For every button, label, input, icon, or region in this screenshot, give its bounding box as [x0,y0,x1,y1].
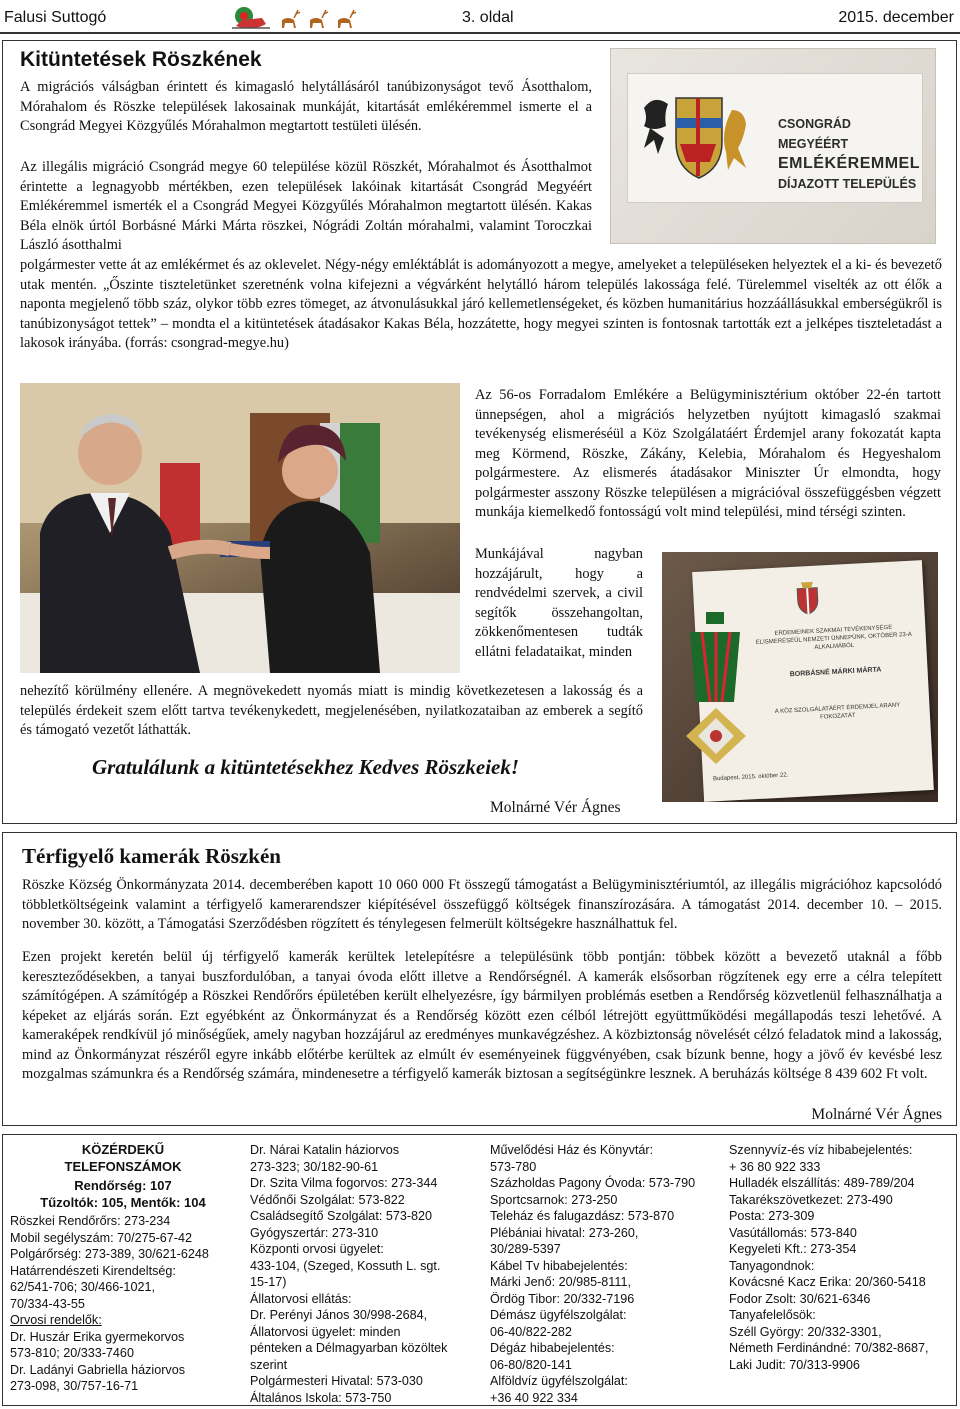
phone-entry: Határrendészeti Kirendeltség: [10,1263,176,1278]
phone-entry: Állatorvosi ügyelet: minden [250,1324,401,1339]
page-number: 3. oldal [462,9,514,26]
greeting: Gratulálunk a kitüntetésekhez Kedves Röszkeiek! [92,755,520,779]
phone-entry: Dr. Huszár Erika gyermekorvos [10,1329,185,1344]
plaque-line-3: DÍJAZOTT TELEPÜLÉS [778,177,917,191]
phone-entry: Dr. Nárai Katalin háziorvos [250,1143,400,1157]
plaque-line-1: CSONGRÁD MEGYÉÉRT [778,117,851,151]
phone-entry: Szennyvíz-és víz hibabejelentés: [729,1143,913,1157]
header-rule [0,32,960,34]
medal-certificate-photo [662,552,938,802]
phone-entry: 433-104, (Szeged, Kossuth L. sgt. [250,1258,441,1273]
phone-entry: Alföldvíz ügyfélszolgálat: [490,1374,628,1388]
issue-date: 2015. december [838,9,954,26]
phone-entry: Tanyafelelősök: [729,1308,816,1322]
phone-entry: Kegyeleti Kft.: 273-354 [729,1242,857,1256]
phone-column-4 [729,1142,955,1373]
phone-entry: Sportcsarnok: 273-250 [490,1192,618,1207]
phone-entry: Dr. Perényi János 30/998-2684, [250,1308,428,1322]
phones-heading-2: TELEFONSZÁMOK [64,1158,182,1174]
phone-entry: Hulladék elszállítás: 489-789/204 [729,1176,915,1190]
phone-entry: Dr. Szita Vilma fogorvos: 273-344 [250,1176,438,1190]
article-paragraph: polgármester vette át az emlékérmet és az oklevelet. Négy-négy emléktáblát is adományozott a megye, amelyeket a településeken helyeztek el a ki- és bevezető utak mentén. „Őszinte tiszteletünket szeretnénk volna kifejezni a végvárként helytálló három település lakossága felé. Türelemmel viselték az ott élők a naponta megjelenő több száz, olykor több ezres tömeget, az átvonulásukkal járó kellemetlenségeket, és közben humanitárius hozzáállásukkal emberségükről is tanúbizonyságot tettek” – mondta el a kitüntetések átadásakor Kakas Béla, hozzátette, hogy megyei szinten is fontosnak tartották ezt a jelképes tiszteletadást a lakosok irányába. (forrás: csongrad-megye.hu) [20,257,942,351]
phone-entry: Németh Ferdinándné: 70/382-8687, [729,1341,929,1355]
phone-entry: Tanyagondnok: [729,1258,815,1273]
phone-entry: 273-098, 30/757-16-71 [10,1379,139,1393]
phone-entry: Márki Jenő: 20/985-8111, [490,1275,631,1289]
phone-entry: Posta: 273-309 [729,1209,815,1223]
phone-entry: Takarékszövetkezet: 273-490 [729,1192,893,1207]
police-number: Rendőrség: 107 [74,1178,172,1193]
phone-entry: 273-323; 30/182-90-61 [250,1159,379,1174]
phone-entry: Kovácsné Kacz Erika: 20/360-5418 [729,1275,926,1289]
phone-column-2 [250,1142,476,1406]
plaque-text [778,114,922,194]
phone-entry: Vasútállomás: 573-840 [729,1225,857,1240]
phone-entry: Polgármesteri Hivatal: 573-030 [250,1374,423,1388]
certificate-award: A KÖZ SZOLGÁLATÁÉRT ÉRDEMJEL ARANY FOKOZATÁT [774,702,901,721]
author-signature: Molnárné Vér Ágnes [490,799,621,816]
award-ceremony-photo [20,383,460,673]
phone-entry: Mobil segélyszám: 70/275-67-42 [10,1230,193,1245]
phone-column-3 [490,1142,716,1406]
phone-entry: 06-80/820-141 [490,1357,572,1372]
phone-entry: Polgárőrség: 273-389, 30/621-6248 [10,1247,209,1261]
phone-entry: Dégáz hibabejelentés: [490,1341,615,1355]
article-paragraph: Munkájával nagyban hozzájárult, hogy a rendvédelmi szervek, a civil segítők összehangoltan, zökkenőmentesen tudták ellátni feladataikat, minden [475,546,643,660]
award-ceremony-illustration [20,383,460,673]
county-coat-of-arms-icon [636,88,762,188]
phone-entry: Ördög Tibor: 20/332-7196 [490,1291,635,1306]
article-paragraph: Ezen projekt keretén belül új térfigyelő kamerák kerültek letelepítésre a településünk több pontján: többek között a bevezető utaknál a főbb kereszteződésekben, a tanyai buszfordulóban, a tanyai óvoda előtt illetve a Rendőrségnél. A kamerák elsősorban rögzítenek egy erre a célra telepített számítógépen. A számítógép a Röszkei Rendőrőrs épületében került elhelyezésre, így bármilyen problémás esetben a Rendőrség közvetlenül felhasználhatja a képeket az eljárás során. Ezt egyébként az Önkormányzat és a Rendőrség között ezen célból létrejött együttműködési megállapodás teszi lehetővé. A kameraképek rendkívül jó minőségűek, amely nagyban hozzájárul az eredményes munkavégzéshez. A közbiztonság növelését célzó feladatok mind a lakosság, mind az Önkormányzat részéről egyre inkább előtérbe kerültek az elmúlt év eseményeinek függvényében, csak bízunk benne, hogy a jövő év kevésbé lesz mozgalmas számunkra és a Rendőrség számára, mindenesetre a térfigyelő kamerák biztosan a segítségünkre lesznek. A beruházás költsége 8 439 602 Ft volt. [22,949,942,1082]
plaque [627,73,923,203]
phone-entry: pénteken a Délmagyarban közöltek [250,1341,448,1355]
phone-entry: Démász ügyfélszolgálat: [490,1308,627,1322]
phone-entry: 573-780 [490,1159,537,1174]
fire-ambulance-number: Tűzoltók: 105, Mentők: 104 [40,1194,206,1210]
phone-entry: Általános Iskola: 573-750 [250,1390,392,1405]
article-title-cameras: Térfigyelő kamerák Röszkén [22,844,281,868]
certificate-date: Budapest, 2015. október 22. [712,772,789,783]
phone-entry: 573-810; 20/333-7460 [10,1346,134,1360]
phone-entry: Családsegítő Szolgálat: 573-820 [250,1209,433,1223]
memorial-plaque-photo [610,48,936,244]
phone-entry: + 36 80 922 333 [729,1159,821,1174]
phone-entry: Százholdas Pagony Óvoda: 573-790 [490,1176,696,1190]
phone-entry: Dr. Ladányi Gabriella háziorvos [10,1362,186,1377]
phone-entry: Fodor Zsolt: 30/621-6346 [729,1291,871,1306]
article-paragraph: nehezítő körülmény ellenére. A megnövekedett nyomás miatt is mindig következetesen a lakosság és a település érdekeit szem előtt tartva tevékenykedett, megjelenésében, nyilatkozataiban az emberek a segítő és támogató vezetőt láthatták. [20,683,643,738]
hungarian-coat-of-arms-icon [793,579,823,614]
phone-entry: Röszkei Rendőrőrs: 273-234 [10,1214,171,1228]
sleigh-reindeer-icon [232,2,362,32]
article-title-awards: Kitüntetések Röszkének [20,48,262,71]
phone-entry: 06-40/822-282 [490,1324,572,1339]
article-paragraph: Az illegális migráció Csongrád megye 60 települése közül Röszkét, Mórahalmot és Ásotthalmot érintette a legnagyobb mértékben, ezen települések lakóinak kitartását Csongrád Megyéért Emlékéremmel ismerték el a Csongrád Megyei Közgyűlés Mórahalmon megtartott ülésén. Kakas Béla elnök úrtól Borbásné Márki Márta röszkei, Nógrádi Zoltán mórahalmi, valamint Toroczkai László ásotthalmi [20,159,592,253]
phone-entry: Gyógyszertár: 273-310 [250,1225,379,1240]
phone-entry: Védőnői Szolgálat: 573-822 [250,1192,405,1207]
phone-entry: +36 40 922 334 [490,1390,578,1405]
phone-entry: 15-17) [250,1275,287,1289]
phone-entry: Központi orvosi ügyelet: [250,1242,384,1256]
phone-entry: Széll György: 20/332-3301, [729,1324,882,1339]
certificate-text: ERDEMEINEK SZAKMAI TEVÉKENYSÉGE ELISMERÉSÉÜL NEMZETI ÜNNEPÜNK, OKTÓBER 23-A ALKALMÁBÓL [755,624,912,651]
plaque-line-2: EMLÉKÉREMMEL [778,155,920,172]
medal-icon [678,612,754,802]
certificate-recipient: BORBÁSNÉ MÁRKI MÁRTA [789,666,882,679]
phone-entry: szerint [250,1357,288,1372]
article-paragraph: Az 56-os Forradalom Emlékére a Belügyminisztérium október 22-én tartott ünnepségen, ahol a migrációs helyzetben nyújtott kimagasló szakmai tevékenység elismeréséül a Köz Szolgálatáért Érdemjel arany fokozatát kapta meg Körmend, Röszke, Zákány, Kelebia, Mórahalom és Hegyeshalom polgármestere. Az elismerés átadásakor Miniszter Úr elmondta, hogy polgármester asszony Röszke településen a migrációval összefüggésben végzett munkája kiemelkedő fontosságú volt mind települési, mind térségi szinten. [475,387,941,520]
phone-column-1 [10,1142,236,1395]
article-paragraph: Röszke Község Önkormányzata 2014. decemberében kapott 10 060 000 Ft összegű támogatást a Belügyminisztériumtól, az illegális migrációhoz kapcsolódó többletköltségeink valamint a térfigyelő kamerarendszer kiépítésével összefüggő költségek finanszírozására. A támogatást 2014. december 10. – 2015. november 30. között, a Támogatási Szerződésben rögzített és ténylegesen felmerült költségekre használhattuk fel. [22,877,942,932]
phone-entry: Művelődési Ház és Könyvtár: [490,1143,654,1157]
author-signature: Molnárné Vér Ágnes [811,1106,942,1123]
phone-entry: Plébániai hivatal: 273-260, [490,1225,639,1240]
newspaper-name: Falusi Suttogó [4,9,107,26]
phone-entry: 70/334-43-55 [10,1296,85,1311]
phone-entry: Laki Judit: 70/313-9906 [729,1357,860,1372]
phone-entry: 62/541-706; 30/466-1021, [10,1280,155,1294]
page-header [0,0,960,36]
doctors-label: Orvosi rendelők: [10,1313,102,1327]
phones-heading-1: KÖZÉRDEKŰ [81,1142,165,1157]
phone-entry: Kábel Tv hibabejelentés: [490,1258,628,1273]
phone-entry: Állatorvosi ellátás: [250,1291,352,1306]
phone-entry: Teleház és falugazdász: 573-870 [490,1209,675,1223]
phone-entry: 30/289-5397 [490,1242,561,1256]
article-paragraph: A migrációs válságban érintett és kimagasló helytállásáról tanúbizonyságot tevő Ásotthalom, Mórahalom és Röszke települések lakosainak munkáját, kitartását emlékéremmel ismerte el a Csongrád Megyei Közgyűlés Mórahalmon megtartott testületi ülésén. [20,79,592,134]
